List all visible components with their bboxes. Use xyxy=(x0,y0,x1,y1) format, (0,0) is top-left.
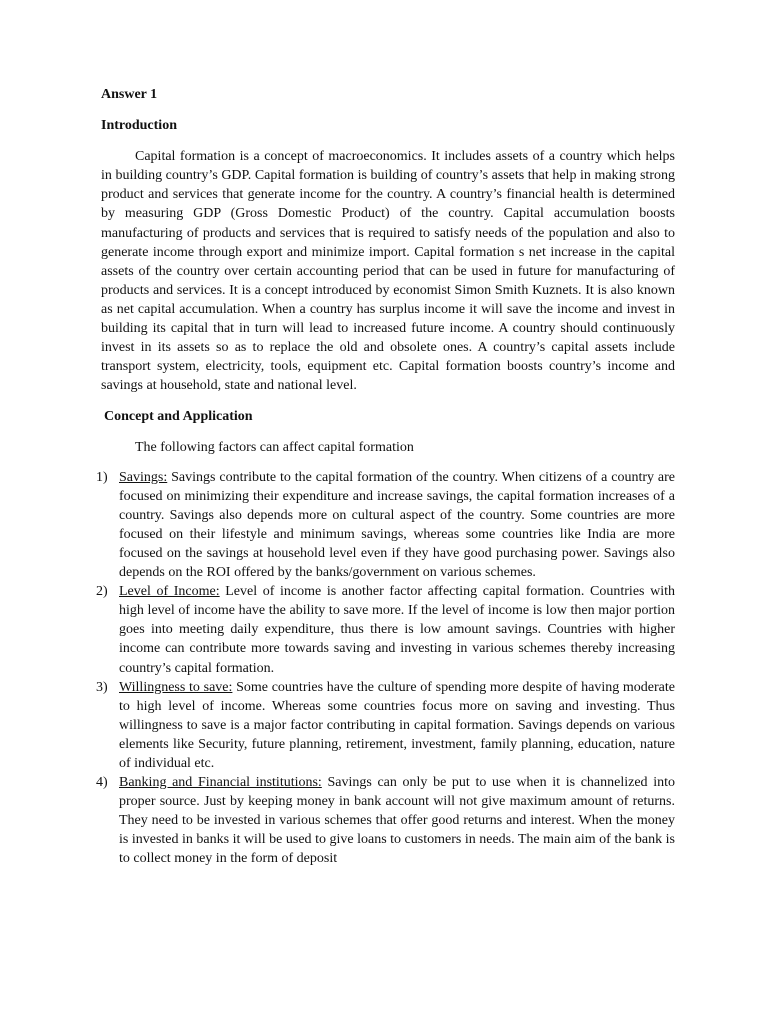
introduction-heading: Introduction xyxy=(101,118,177,134)
concept-heading: Concept and Application xyxy=(104,409,253,425)
list-number: 3) xyxy=(96,679,108,695)
document-body xyxy=(96,85,676,869)
factors-list xyxy=(96,468,676,869)
factor-item-level-of-income xyxy=(96,582,675,677)
introduction-paragraph: Capital formation is a concept of macroeconomics. It includes assets of a country which helps in building country’s GDP. Capital formation is building of country’s assets that help in making strong product and services that generate income for the country. A country’s financial health is determined by measuring GDP (Gross Domestic Product) of the country. Capital accumulation boosts manufacturing of products and services that is required to satisfy needs of the population and also to generate income through export and minimize import. Capital formation s net increase in the capital assets of the country over certain accounting period that can be used in future for manufacturing of products and services. It is a concept introduced by economist Simon Smith Kuznets. It is also known as net capital accumulation. When a country has surplus income it will save the income and invest in building its capital that in turn will lead to increased future income. A country should continuously invest in its assets so as to replace the old and obsolete ones. A country’s capital assets include transport system, electricity, tools, equipment etc. Capital formation boosts country’s income and savings at household, state and national level. xyxy=(101,149,675,394)
factor-item-banking-institutions xyxy=(96,773,675,868)
factor-term: Savings: xyxy=(119,469,168,485)
list-number: 1) xyxy=(96,469,108,485)
factor-term: Willingness to save: xyxy=(119,679,233,695)
factors-intro-text: The following factors can affect capital formation xyxy=(135,439,414,455)
factor-text: Level of income is another factor affecting capital formation. Countries with high level of income have the ability to save more. If the level of income is low then major portion goes into meeting daily expenditure, thus there is low amount savings. Countries with higher income can contribute more towards saving and investing in various schemes thereby increasing country’s capital formation. xyxy=(119,584,675,676)
factor-text: Some countries have the culture of spending more despite of having moderate to high level of income. Whereas some countries focus more on saving and investing. Thus willingness to save is a major factor contributing in capital formation. Savings depends on various elements like Security, future planning, retirement, investment, family planning, education, nature of individual etc. xyxy=(119,679,676,771)
list-number: 4) xyxy=(96,775,108,791)
factor-item-willingness-to-save xyxy=(96,678,676,773)
factor-text: Savings contribute to the capital formation of the country. When citizens of a country are focused on minimizing their expenditure and increase savings, the capital formation increases of a country. Savings also depends more on cultural aspect of the country. Some countries are more focused on their lifestyle and minimum savings, whereas some countries like India are more focused on the savings at household level even if they have good purchasing power. Savings also depends on the ROI offered by the banks/government on various schemes. xyxy=(119,469,675,581)
factor-term: Banking and Financial institutions: xyxy=(119,775,322,791)
factor-term: Level of Income: xyxy=(119,584,220,600)
factor-item-savings xyxy=(96,468,675,583)
list-number: 2) xyxy=(96,584,108,600)
answer-heading: Answer 1 xyxy=(101,87,158,102)
factor-text: Savings can only be put to use when it is channelized into proper source. Just by keeping money in bank account will not give maximum amount of returns. They need to be invested in various schemes that offer good returns and interest. When the money is invested in banks it will be used to give loans to customers in needs. The main aim of the bank is to collect money in the form of deposit xyxy=(119,775,675,867)
